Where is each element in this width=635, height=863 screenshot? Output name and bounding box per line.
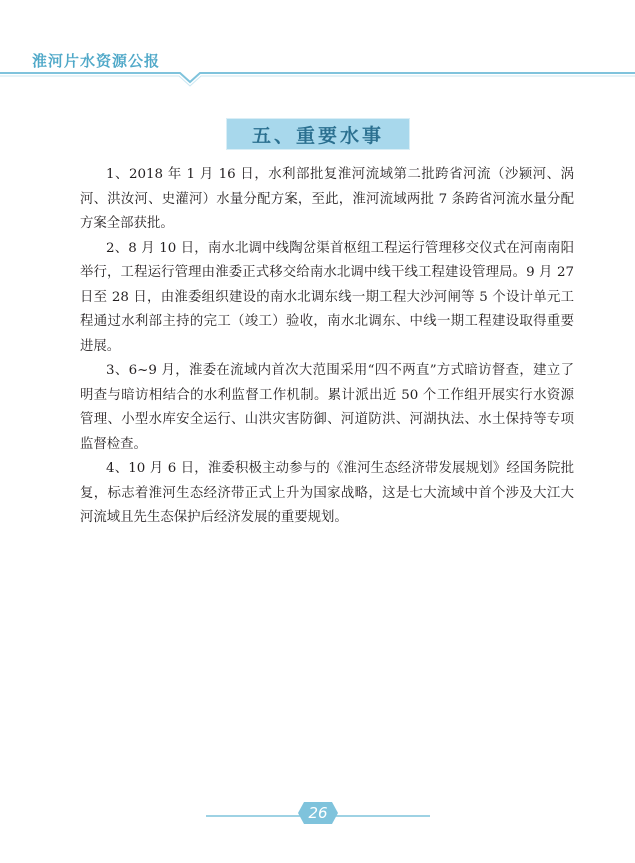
section-title: 五、重要水事 — [226, 118, 410, 150]
paragraph: 2、8 月 10 日，南水北调中线陶岔渠首枢纽工程运行管理移交仪式在河南南阳举行，工程运行管理由淮委正式移交给南水北调中线干线工程建设管理局。9 月 27 日至 28 日，由淮委组织建设的南水北调东线一期工程大沙河闸等 5 个设计单元工程通过水利部主持的完工（竣工）验收，南水北调东、中线一期工程建设取得重要进展。 — [80, 240, 574, 354]
publication-title: 淮河片水资源公报 — [32, 52, 161, 70]
paragraph: 3、6~9 月，淮委在流域内首次大范围采用“四不两直”方式暗访督查，建立了明查与暗访相结合的水利监督工作机制。累计派出近 50 个工作组开展实行水资源管理、小型水库安全运行、山洪灾害防御、河道防洪、河湖执法、水土保持等专项监督检查。 — [80, 363, 574, 452]
paragraph: 4、10 月 6 日，淮委积极主动参与的《淮河生态经济带发展规划》经国务院批复，标志着淮河生态经济带正式上升为国家战略，这是七大流域中首个涉及大江大河流域且先生态保护后经济发展的重要规划。 — [80, 461, 574, 525]
page-header — [0, 0, 635, 90]
paragraph: 1、2018 年 1 月 16 日，水利部批复淮河流域第二批跨省河流（沙颍河、涡河、洪汝河、史灌河）水量分配方案，至此，淮河流域两批 7 条跨省河流水量分配方案全部获批。 — [80, 167, 574, 231]
body-text — [80, 163, 574, 531]
header-rule — [0, 0, 635, 90]
page-number: 26 — [308, 804, 328, 822]
